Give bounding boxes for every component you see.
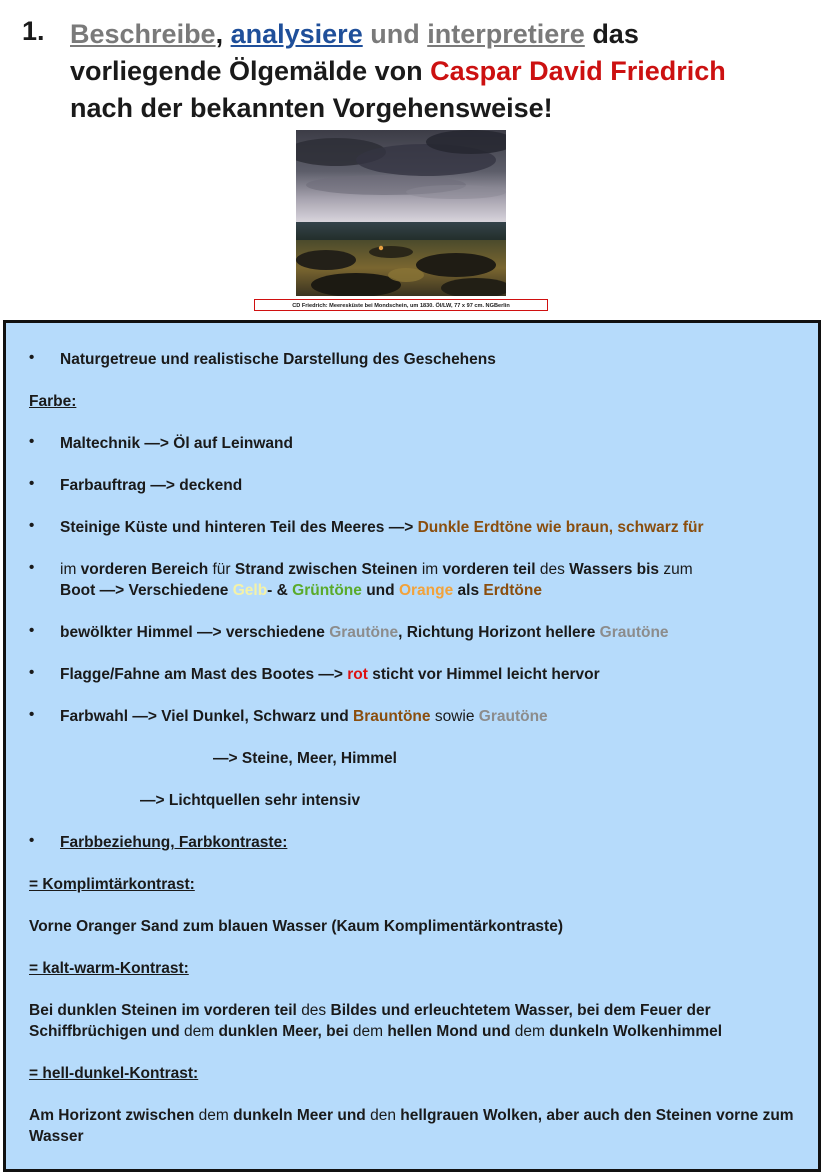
bullet-4: •: [29, 517, 35, 534]
bullet-5: •: [29, 559, 35, 576]
bullet-2: •: [29, 433, 35, 450]
bullet-7: •: [29, 664, 35, 681]
text-fragment: Boot —> Verschiedene: [60, 582, 229, 599]
text-fragment: dunkeln Wolkenhimmel: [549, 1023, 723, 1040]
text-fragment: Wassers bis: [569, 561, 660, 578]
text-fragment: für: [212, 561, 231, 578]
note-farbauftrag: Farbauftrag —> deckend: [60, 477, 243, 494]
bullet-6: •: [29, 622, 35, 639]
text-fragment: zum: [663, 561, 693, 578]
color-word-grautoene: Grautöne: [329, 624, 399, 641]
task-comma: ,: [215, 19, 224, 49]
note-arrow-licht: —> Lichtquellen sehr intensiv: [140, 792, 361, 809]
color-word-erdtoene: Erdtöne: [483, 582, 542, 599]
text-fragment: - &: [267, 582, 288, 599]
text-fragment: des: [539, 561, 565, 578]
task-word-analysiere: analysiere: [230, 19, 363, 49]
bullet-9: •: [29, 832, 35, 849]
task-text: [70, 16, 820, 127]
task-line2: vorliegende Ölgemälde von: [70, 56, 423, 86]
note-himmel: [60, 622, 669, 643]
bullet-1: •: [29, 349, 35, 366]
task-number: 1.: [22, 16, 45, 46]
color-word-grautoene: Grautöne: [599, 624, 669, 641]
task-word-interpretiere: interpretiere: [427, 19, 585, 49]
text-fragment: sticht vor Himmel leicht hervor: [372, 666, 600, 683]
heading-farbe: Farbe:: [29, 393, 77, 410]
color-word-gruen: Grüntöne: [292, 582, 362, 599]
text-fragment: Strand zwischen Steinen: [234, 561, 418, 578]
painting-image: [296, 130, 506, 296]
text-fragment: Am Horizont zwischen: [29, 1107, 195, 1124]
bullet-8: •: [29, 706, 35, 723]
painting-svg: [296, 130, 506, 296]
note-maltechnik: Maltechnik —> Öl auf Leinwand: [60, 435, 293, 452]
text-fragment: bewölkter Himmel —> verschiedene: [60, 624, 325, 641]
text-fragment: und: [366, 582, 395, 599]
color-word-orange: Orange: [398, 582, 454, 599]
text-fragment: hellen Mond und: [387, 1023, 511, 1040]
text-fragment: dem: [184, 1023, 215, 1040]
note-hell-dunkel: [29, 1105, 809, 1147]
note-vorderer-bereich: [60, 559, 800, 601]
painting-caption: CD Friedrich: Meeresküste bei Mondschein, um 1830. Öl/LW, 77 x 97 cm. NGBerlin: [254, 299, 548, 311]
text-fragment: sowie: [434, 708, 475, 725]
note-kueste: [60, 517, 704, 538]
text-fragment: als: [457, 582, 480, 599]
text-fragment: vorderen Bereich: [80, 561, 209, 578]
note-flagge: [60, 664, 600, 685]
note-komplementaer: Vorne Oranger Sand zum blauen Wasser (Kaum Komplimentärkontraste): [29, 918, 564, 935]
text-fragment: im: [421, 561, 439, 578]
text-fragment: dem: [198, 1107, 229, 1124]
text-fragment: den: [370, 1107, 396, 1124]
note-farbwahl: [60, 706, 548, 727]
text-fragment: dem: [352, 1023, 383, 1040]
task-artist: Caspar David Friedrich: [430, 56, 726, 86]
bullet-3: •: [29, 475, 35, 492]
note-kueste-colors: Dunkle Erdtöne wie braun, schwarz für: [417, 519, 704, 536]
task-word-beschreibe: Beschreibe: [70, 19, 216, 49]
text-fragment: dunklen Meer, bei: [218, 1023, 349, 1040]
text-fragment: , Richtung Horizont hellere: [398, 624, 596, 641]
task-word-und: und: [370, 19, 420, 49]
task-word-das: das: [592, 19, 639, 49]
text-fragment: Bildes und erleuchtetem Wasser, bei dem Feuer der Schiffbrüchigen und: [29, 1002, 711, 1040]
note-arrow-steine: —> Steine, Meer, Himmel: [213, 750, 397, 767]
notes-panel: [3, 320, 821, 1172]
task-line3: nach der bekannten Vorgehensweise!: [70, 93, 553, 123]
heading-komplementaer: = Komplimtärkontrast:: [29, 876, 195, 893]
text-fragment: hellgrauen Wolken, aber auch den Steinen vorne zum Wasser: [29, 1107, 794, 1145]
text-fragment: im: [60, 561, 77, 578]
heading-farbbeziehung: Farbbeziehung, Farbkontraste:: [60, 834, 288, 851]
text-fragment: dunkeln Meer und: [233, 1107, 366, 1124]
heading-hell-dunkel: = hell-dunkel-Kontrast:: [29, 1065, 199, 1082]
color-word-gelb: Gelb: [232, 582, 268, 599]
text-fragment: Flagge/Fahne am Mast des Bootes —>: [60, 666, 343, 683]
text-fragment: Farbwahl —> Viel Dunkel, Schwarz und: [60, 708, 349, 725]
note-kalt-warm: [29, 1000, 809, 1042]
color-word-grautoene: Grautöne: [478, 708, 548, 725]
text-fragment: vorderen teil: [442, 561, 536, 578]
text-fragment: dem: [514, 1023, 545, 1040]
note-kueste-text: Steinige Küste und hinteren Teil des Meeres —>: [60, 519, 414, 536]
heading-kalt-warm: = kalt-warm-Kontrast:: [29, 960, 189, 977]
color-word-brauntoene: Brauntöne: [353, 708, 431, 725]
note-naturgetreu: Naturgetreue und realistische Darstellung des Geschehens: [60, 351, 496, 368]
color-word-rot: rot: [347, 666, 368, 683]
text-fragment: Bei dunklen Steinen im vorderen teil: [29, 1002, 297, 1019]
text-fragment: des: [301, 1002, 327, 1019]
